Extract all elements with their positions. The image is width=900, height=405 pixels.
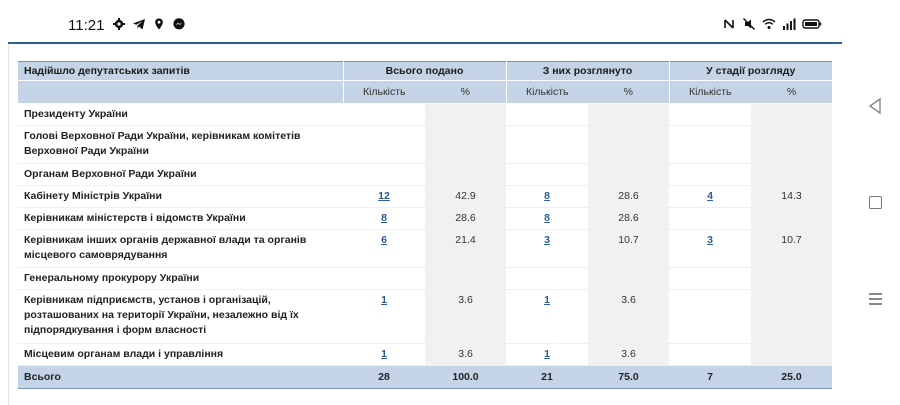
percent-cell: 3.6 — [425, 344, 506, 366]
percent-cell — [425, 126, 506, 164]
row-label: Генеральному прокурору України — [18, 268, 343, 290]
location-pin-icon — [152, 17, 166, 31]
row-label: Кабінету Міністрів України — [18, 186, 343, 208]
percent-cell — [751, 290, 832, 344]
count-cell — [506, 208, 588, 230]
count-link[interactable]: 3 — [544, 234, 550, 246]
wifi-icon — [762, 17, 776, 31]
table-row — [18, 126, 832, 164]
row-label: Керівникам міністерств і відомств України — [18, 208, 343, 230]
percent-cell: 3.6 — [425, 290, 506, 344]
status-bar — [0, 0, 842, 44]
count-cell — [669, 104, 751, 126]
subheader-count: Кількість — [506, 81, 588, 104]
count-link[interactable]: 4 — [707, 190, 713, 202]
percent-cell — [588, 104, 669, 126]
row-label: Голові Верховної Ради України, керівникам комітетів Верховної Ради України — [18, 126, 343, 164]
percent-cell: 28.6 — [588, 186, 669, 208]
telegram-icon — [132, 17, 146, 31]
header-group-total: Всього подано — [343, 62, 506, 81]
signal-icon — [782, 17, 796, 31]
count-cell — [343, 104, 425, 126]
header-group-reviewed: З них розглянуто — [506, 62, 669, 81]
percent-cell — [751, 104, 832, 126]
table-row — [18, 164, 832, 186]
subheader-percent: % — [588, 81, 669, 104]
row-label: Органам Верховної Ради України — [18, 164, 343, 186]
count-link[interactable]: 8 — [544, 212, 550, 224]
count-cell — [343, 344, 425, 366]
count-link[interactable]: 1 — [381, 348, 387, 360]
table-subheader-row — [18, 81, 832, 104]
table-row — [18, 230, 832, 268]
count-link[interactable]: 6 — [381, 234, 387, 246]
count-link[interactable]: 1 — [544, 294, 550, 306]
messenger-icon — [172, 17, 186, 31]
subheader-empty — [18, 81, 343, 104]
table-header-row — [18, 62, 832, 81]
percent-cell — [588, 164, 669, 186]
page-top-rule — [8, 42, 842, 44]
total-cell: 100.0 — [425, 366, 506, 389]
percent-cell — [425, 104, 506, 126]
table-row — [18, 104, 832, 126]
subheader-count: Кількість — [669, 81, 751, 104]
count-link[interactable]: 8 — [544, 190, 550, 202]
percent-cell — [751, 208, 832, 230]
gear-icon — [112, 17, 126, 31]
percent-cell: 21.4 — [425, 230, 506, 268]
count-cell — [506, 126, 588, 164]
count-cell — [343, 164, 425, 186]
table-body — [18, 104, 832, 366]
count-link[interactable]: 3 — [707, 234, 713, 246]
table-row — [18, 344, 832, 366]
system-icons — [722, 17, 822, 31]
recent-apps-icon[interactable] — [869, 293, 882, 305]
percent-cell — [588, 126, 669, 164]
count-cell — [669, 186, 751, 208]
percent-cell — [425, 164, 506, 186]
percent-cell — [588, 268, 669, 290]
percent-cell — [751, 268, 832, 290]
count-cell — [343, 268, 425, 290]
percent-cell: 10.7 — [751, 230, 832, 268]
home-icon[interactable] — [869, 196, 882, 209]
notification-icons — [112, 17, 186, 31]
count-cell — [343, 208, 425, 230]
total-cell: 21 — [506, 366, 588, 389]
count-cell — [506, 164, 588, 186]
row-label: Керівникам підприємств, установ і організацій, розташованих на території України, незалежно від їх підпорядкування і форм власності — [18, 290, 343, 344]
count-cell — [669, 344, 751, 366]
count-cell — [343, 290, 425, 344]
battery-icon — [802, 17, 822, 31]
percent-cell: 42.9 — [425, 186, 506, 208]
count-cell — [506, 186, 588, 208]
count-cell — [506, 344, 588, 366]
table-row — [18, 268, 832, 290]
count-cell — [669, 290, 751, 344]
table-row — [18, 290, 832, 344]
count-cell — [669, 268, 751, 290]
percent-cell: 14.3 — [751, 186, 832, 208]
percent-cell: 3.6 — [588, 290, 669, 344]
table-row — [18, 208, 832, 230]
count-cell — [343, 126, 425, 164]
count-cell — [669, 164, 751, 186]
nfc-icon — [722, 17, 736, 31]
row-label: Президенту України — [18, 104, 343, 126]
subheader-percent: % — [751, 81, 832, 104]
percent-cell — [425, 268, 506, 290]
total-cell: 28 — [343, 366, 425, 389]
percent-cell — [751, 344, 832, 366]
percent-cell: 28.6 — [588, 208, 669, 230]
percent-cell: 10.7 — [588, 230, 669, 268]
total-label: Всього — [18, 366, 343, 389]
count-link[interactable]: 1 — [544, 348, 550, 360]
count-cell — [669, 126, 751, 164]
subheader-count: Кількість — [343, 81, 425, 104]
total-cell: 7 — [669, 366, 751, 389]
count-cell — [506, 230, 588, 268]
percent-cell — [751, 126, 832, 164]
back-icon[interactable] — [867, 97, 883, 115]
count-link[interactable]: 1 — [381, 294, 387, 306]
header-group-in-review: У стадії розгляду — [669, 62, 832, 81]
clock: 11:21 — [68, 17, 105, 34]
table-total-row — [18, 366, 832, 389]
count-link[interactable]: 12 — [378, 190, 390, 202]
table-row — [18, 186, 832, 208]
count-cell — [343, 230, 425, 268]
count-cell — [669, 208, 751, 230]
count-cell — [343, 186, 425, 208]
row-label: Керівникам інших органів державної влади та органів місцевого самоврядування — [18, 230, 343, 268]
percent-cell — [751, 164, 832, 186]
count-cell — [506, 268, 588, 290]
total-cell: 75.0 — [588, 366, 669, 389]
subheader-percent: % — [425, 81, 506, 104]
count-cell — [506, 290, 588, 344]
mute-icon — [742, 17, 756, 31]
count-link[interactable]: 8 — [381, 212, 387, 224]
count-cell — [669, 230, 751, 268]
percent-cell: 28.6 — [425, 208, 506, 230]
header-row-label: Надійшло депутатських запитів — [18, 62, 343, 81]
deputy-requests-table — [18, 61, 832, 389]
count-cell — [506, 104, 588, 126]
total-cell: 25.0 — [751, 366, 832, 389]
percent-cell: 3.6 — [588, 344, 669, 366]
row-label: Місцевим органам влади і управління — [18, 344, 343, 366]
